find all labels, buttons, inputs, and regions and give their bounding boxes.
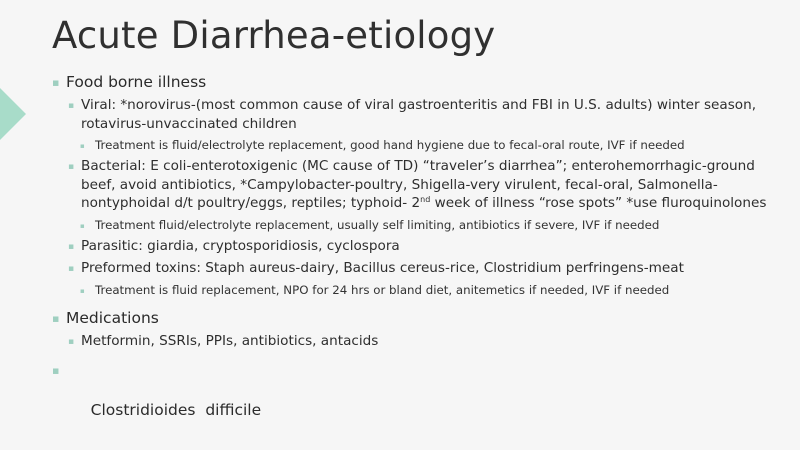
bullet-marker-icon: ▪ (52, 311, 60, 325)
bullet-c-difficile (52, 360, 792, 440)
bullet-viral (68, 96, 792, 133)
bullet-text: Treatment is fluid/electrolyte replacement, good hand hygiene due to fecal-oral route, IVF if needed (95, 138, 685, 152)
superscript-nd: nd (420, 195, 431, 204)
bullet-marker-icon: ▪ (68, 336, 75, 347)
slide-body (52, 72, 792, 440)
bullet-parasitic (68, 237, 792, 256)
bullet-preformed-toxins (68, 259, 792, 278)
bullet-medications-list (68, 332, 792, 351)
bullet-marker-icon: ▪ (52, 76, 60, 89)
bullet-text: Preformed toxins: Staph aureus-dairy, Bacillus cereus-rice, Clostridium perfringens-meat (81, 260, 684, 276)
bullet-text: Treatment fluid/electrolyte replacement, usually self limiting, antibiotics if severe, IVF if needed (95, 217, 660, 232)
bullet-bacterial (68, 157, 792, 213)
bullet-marker-icon: ▪ (68, 241, 75, 252)
bullet-food-borne-illness (52, 72, 792, 92)
bullet-viral-treatment (80, 137, 792, 153)
bullet-marker-icon: ▪ (80, 286, 85, 295)
bullet-text: Viral: *norovirus-(most common cause of viral gastroenteritis and FBI in U.S. adults) winter season, rotavirus-unvaccinated children (81, 97, 757, 132)
bullet-marker-icon: ▪ (52, 364, 60, 377)
bullet-text: Metformin, SSRIs, PPIs, antibiotics, antacids (81, 332, 379, 349)
decorative-arrow-shape (0, 88, 28, 140)
bullet-text-cont: week of illness “rose spots” *use fluroquinolones (430, 195, 767, 211)
bullet-marker-icon: ▪ (68, 162, 75, 172)
bullet-bacterial-treatment (80, 217, 792, 233)
bullet-text: Parasitic: giardia, cryptosporidiosis, cyclospora (81, 237, 400, 254)
bullet-text: Bacterial: E coli-enterotoxigenic (MC cause of TD) “traveler’s diarrhea”; enterohemorrhagic-ground beef, avoid antibiotics, *Campylobacter-poultry, Shigella-very virulent, fecal-oral, Salmonella-nontyphoidal d/t poultry/eggs, reptiles; typhoid- 2 (81, 158, 755, 211)
bullet-marker-icon: ▪ (68, 264, 75, 274)
bullet-marker-icon: ▪ (68, 101, 75, 111)
bullet-label: Food borne illness (66, 73, 207, 91)
bullet-label: Medications (66, 308, 159, 327)
bullet-toxins-treatment (80, 282, 792, 298)
bullet-text: Treatment is fluid replacement, NPO for 24 hrs or bland diet, anitemetics if needed, IVF if needed (95, 282, 670, 297)
bullet-marker-icon: ▪ (80, 142, 85, 150)
bullet-marker-icon: ▪ (80, 221, 85, 230)
bullet-medications (52, 308, 792, 328)
slide-title: Acute Diarrhea-etiology (52, 14, 496, 57)
bullet-label: Clostridioides difficile (85, 401, 262, 419)
